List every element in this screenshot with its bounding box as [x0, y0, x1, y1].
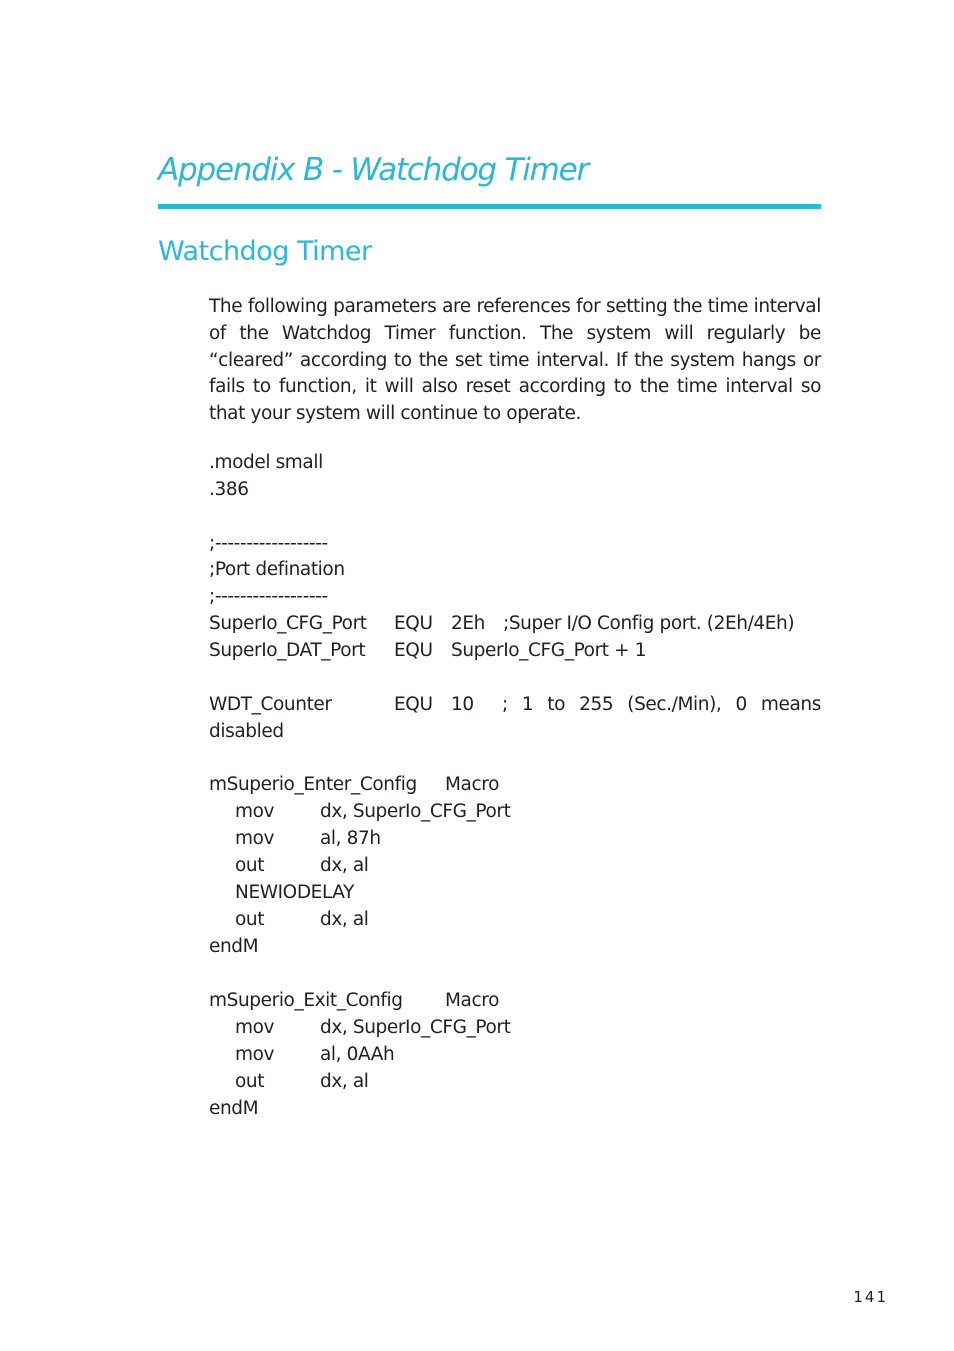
code-op: mov [235, 1044, 275, 1065]
code-dat-port-value: SuperIo_CFG_Port + 1 [451, 640, 647, 661]
code-end-macro: endM [209, 936, 259, 957]
section-title: Watchdog Timer [158, 236, 372, 267]
code-cfg-port-comment: ;Super I/O Config port. (2Eh/4Eh) [503, 613, 795, 634]
code-args: dx, SuperIo_CFG_Port [320, 1017, 511, 1038]
comment-word: to [547, 694, 566, 715]
code-args: al, 87h [320, 828, 381, 849]
code-model: .model small [209, 452, 323, 473]
page-number: 141 [853, 1288, 888, 1306]
code-end-macro: endM [209, 1098, 259, 1119]
code-cfg-port-op: EQU [394, 613, 433, 634]
comment-word: ; [502, 694, 508, 715]
code-args: dx, SuperIo_CFG_Port [320, 801, 511, 822]
code-wdt-counter-value: 10 [451, 694, 474, 715]
code-op: out [235, 909, 265, 930]
code-op: out [235, 855, 265, 876]
intro-paragraph: The following parameters are references for setting the time interval of the Watchdog Timer function. The system will regularly be “cleared” according to the set time interval. If the system hangs or fails to function, it will also reset according to the time interval so that your system will continue to operate. [209, 296, 821, 425]
comment-word: means [760, 694, 821, 715]
code-cfg-port-name: SuperIo_CFG_Port [209, 613, 367, 634]
code-enter-macro-keyword: Macro [445, 774, 499, 795]
code-dat-port-op: EQU [394, 640, 433, 661]
code-op: out [235, 1071, 265, 1092]
code-exit-macro-keyword: Macro [445, 990, 499, 1011]
code-wdt-counter-op: EQU [394, 694, 433, 715]
comment-word: 1 [521, 694, 534, 715]
code-args: al, 0AAh [320, 1044, 395, 1065]
code-separator: ;------------------ [209, 586, 328, 607]
code-wdt-counter-comment [502, 691, 821, 718]
code-op: mov [235, 1017, 275, 1038]
code-separator: ;------------------ [209, 533, 328, 554]
title-rule [158, 204, 821, 209]
code-wdt-counter-comment-cont: disabled [209, 721, 284, 742]
comment-word: 0 [735, 694, 747, 715]
code-port-comment: ;Port defination [209, 559, 345, 580]
appendix-title: Appendix B - Watchdog Timer [158, 152, 589, 188]
code-op: NEWIODELAY [235, 882, 355, 903]
comment-word: 255 [579, 694, 614, 715]
code-op: mov [235, 801, 275, 822]
code-wdt-counter-name: WDT_Counter [209, 694, 332, 715]
code-exit-macro-name: mSuperio_Exit_Config [209, 990, 403, 1011]
code-args: dx, al [320, 909, 369, 930]
comment-word: (Sec./Min), [627, 694, 722, 715]
code-cpu: .386 [209, 479, 249, 500]
code-cfg-port-value: 2Eh [451, 613, 485, 634]
code-args: dx, al [320, 855, 369, 876]
code-enter-macro-name: mSuperio_Enter_Config [209, 774, 417, 795]
code-args: dx, al [320, 1071, 369, 1092]
code-dat-port-name: SuperIo_DAT_Port [209, 640, 366, 661]
code-op: mov [235, 828, 275, 849]
